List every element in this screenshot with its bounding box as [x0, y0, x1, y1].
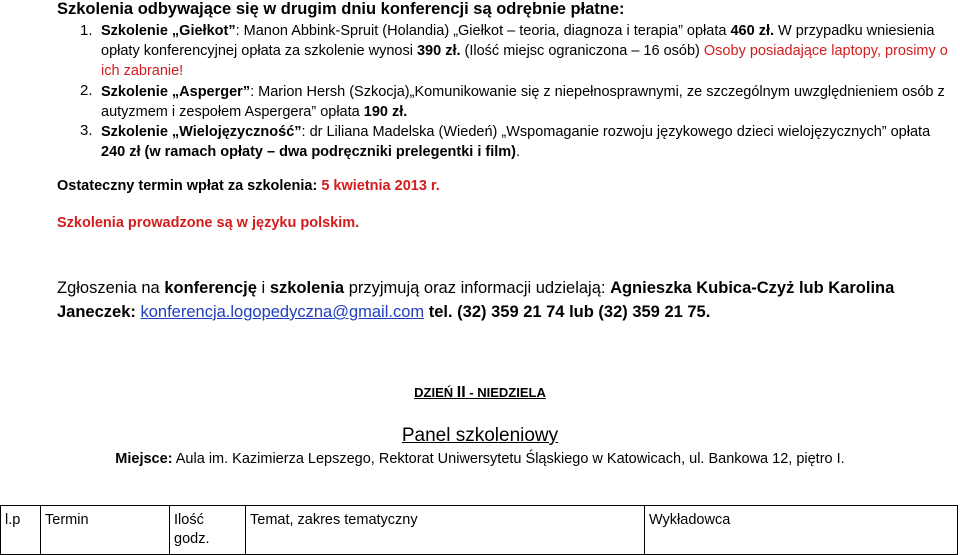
item-3-label: Szkolenie „Wielojęzyczność”: [101, 124, 302, 140]
header-wykladowca: Wykładowca: [645, 506, 958, 555]
contact-t5: przyjmują oraz informacji udzielają:: [348, 279, 606, 297]
item-2-text: : Marion Hersh (Szkocja)„Komunikowanie się z niepełnosprawnymi, ze szczególnym uwzględnieniem osób z autyzmem i zespołem Aspergera” opłata: [101, 84, 945, 120]
day-prefix: DZIEŃ: [414, 385, 454, 400]
section-heading: Szkolenia odbywające się w drugim dniu konferencji są odrębnie płatne:: [57, 0, 625, 18]
item-2-price: 190 zł.: [363, 104, 408, 120]
item-3-end: .: [515, 144, 521, 160]
language-note: Szkolenia prowadzone są w języku polskim.: [57, 215, 360, 231]
day-suffix: - NIEDZIELA: [469, 385, 546, 400]
contact-email-link[interactable]: konferencja.logopedyczna@gmail.com: [140, 303, 425, 321]
item-1-label: Szkolenie „Giełkot”: [101, 23, 236, 39]
deadline-label: Ostateczny termin wpłat za szkolenia:: [57, 178, 318, 194]
header-temat: Temat, zakres tematyczny: [246, 506, 645, 555]
contact-paragraph: [57, 276, 957, 324]
payment-deadline: [57, 178, 440, 194]
item-1-price2: 390 zł.: [416, 43, 461, 59]
location-label: Miejsce:: [115, 451, 173, 467]
item-3-text: : dr Liliana Madelska (Wiedeń) „Wspomaganie rozwoju językowego dzieci wielojęzycznych” opłata: [301, 124, 931, 140]
list-number-2: 2.: [80, 82, 93, 99]
contact-t3: i: [261, 279, 266, 297]
schedule-table: [0, 505, 958, 555]
header-ilosc-godz: Ilość godz.: [170, 506, 246, 555]
list-number-3: 3.: [80, 122, 93, 139]
item-1-text: : Manon Abbink-Spruit (Holandia) „Giełkot – teoria, diagnoza i terapia” opłata: [235, 23, 727, 39]
contact-names: Agnieszka Kubica-Czyż lub Karolina Janeczek:: [57, 279, 895, 321]
deadline-date: 5 kwietnia 2013 r.: [321, 178, 440, 194]
contact-t2: konferencję: [164, 279, 257, 297]
header-lp: l.p: [1, 506, 41, 555]
item-1-text3: (Ilość miejsc ograniczona – 16 osób): [460, 43, 700, 59]
list-item-1: [101, 21, 951, 81]
list-number-1: 1.: [80, 22, 93, 39]
contact-t1: Zgłoszenia na: [57, 279, 160, 297]
table-header-row: [1, 506, 958, 555]
location-line: [0, 451, 960, 467]
item-1-text2: W przypadku wniesienia opłaty konferencyjnej opłata za szkolenie wynosi: [101, 23, 935, 59]
contact-end: .: [705, 303, 711, 321]
panel-title: Panel szkoleniowy: [401, 425, 559, 446]
location-value: Aula im. Kazimierza Lepszego, Rektorat Uniwersytetu Śląskiego w Katowicach, ul. Bankowa 12, piętro I.: [175, 451, 845, 467]
list-item-3: [101, 122, 951, 162]
contact-t4: szkolenia: [269, 279, 345, 297]
day-numeral: II: [456, 384, 466, 401]
list-item-2: [101, 82, 951, 122]
item-1-price: 460 zł.: [730, 23, 774, 39]
day-heading: [0, 384, 960, 402]
contact-phone: tel. (32) 359 21 74 lub (32) 359 21 75: [428, 303, 706, 321]
item-1-warning: Osoby posiadające laptopy, prosimy o ich zabranie!: [101, 43, 948, 79]
item-3-price: 240 zł (w ramach opłaty – dwa podręczniki prelegentki i film): [101, 144, 516, 160]
header-termin: Termin: [41, 506, 170, 555]
item-2-label: Szkolenie „Asperger”: [101, 84, 251, 100]
